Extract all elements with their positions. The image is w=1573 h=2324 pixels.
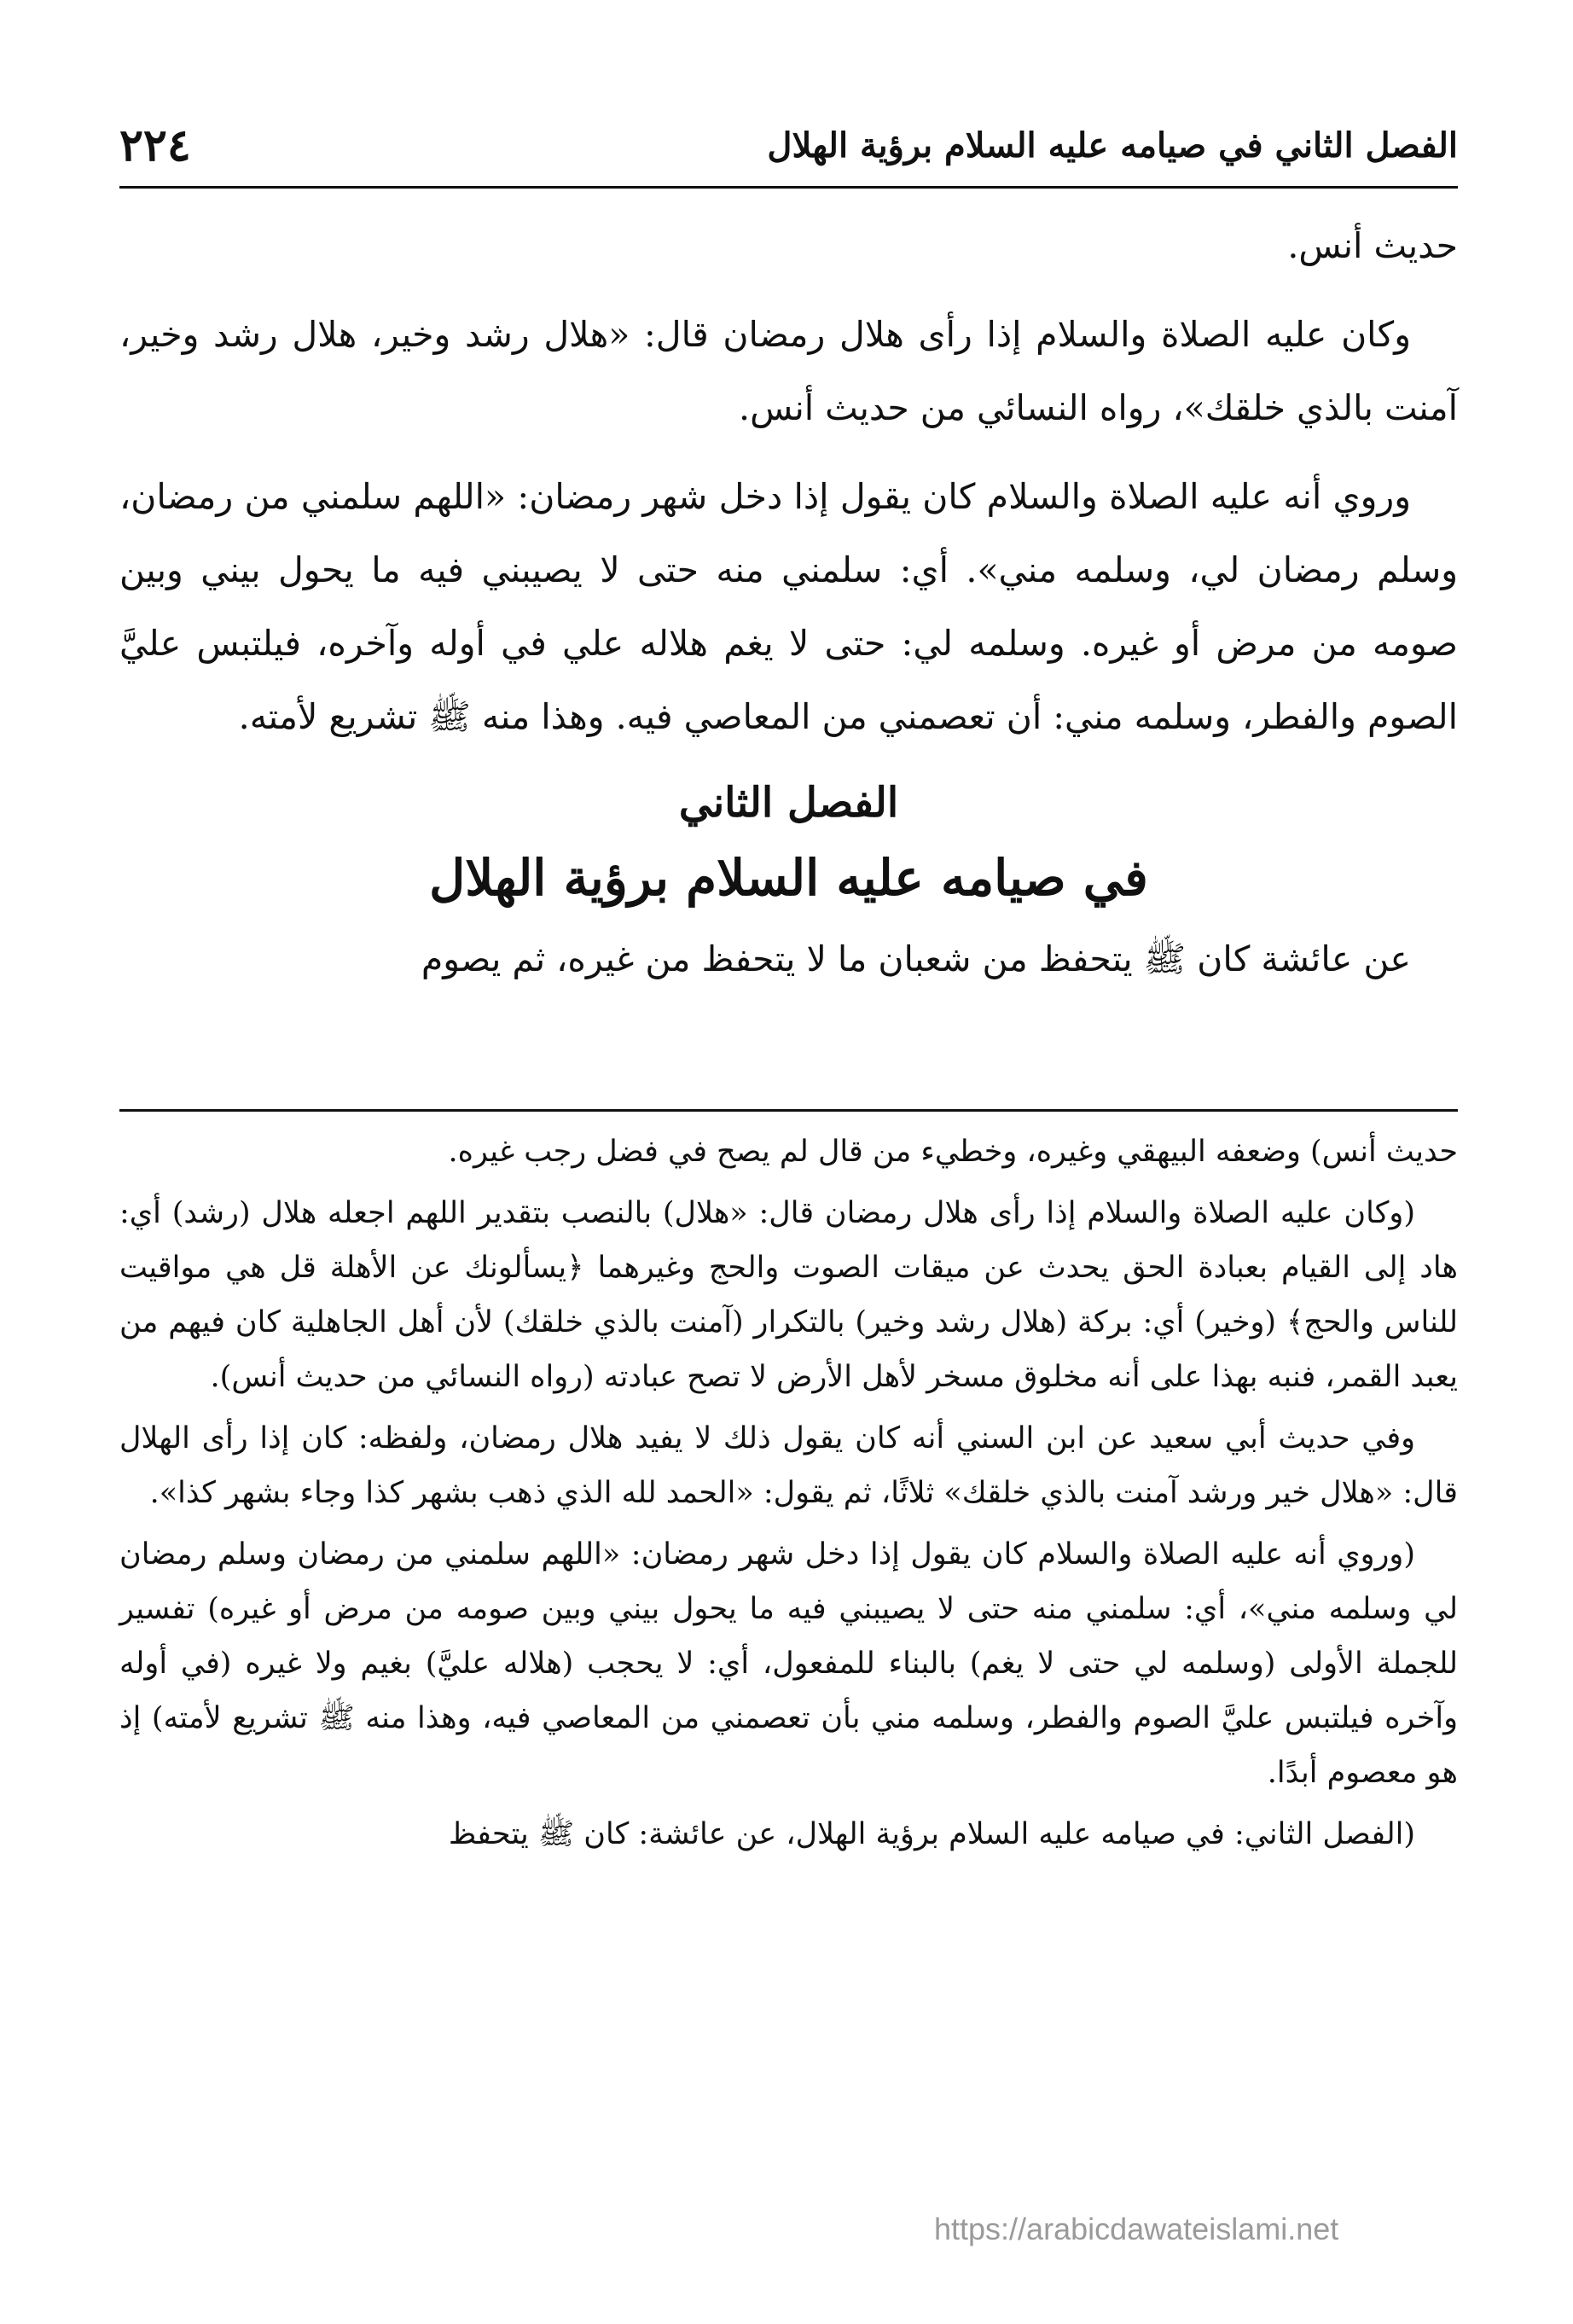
commentary-paragraph-1: حديث أنس) وضعفه البيهقي وغيره، وخطيء من قال لم يصح في فضل رجب غيره.	[448, 1135, 1458, 1169]
commentary-paragraph-2: (وكان عليه الصلاة والسلام إذا رأى هلال رمضان قال: «هلال) بالنصب بتقدير اللهم اجعله هلال (رشد) أي: هاد إلى القيام بعبادة الحق يحدث عن ميقات الصوت والحج وغيرهما ﴿يسألونك عن الأهلة قل هي مواقيت للناس والحج﴾ (وخير) أي: بركة (هلال رشد وخير) بالتكرار (آمنت بالذي خلقك) لأن أهل الجاهلية كان فيهم من يعبد القمر، فنبه بهذا على أنه مخلوق مسخر لأهل الأرض لا تصح عبادته (رواه النسائي من حديث أنس).	[119, 1196, 1458, 1394]
commentary-paragraph-4: (وروي أنه عليه الصلاة والسلام كان يقول إذا دخل شهر رمضان: «اللهم سلمني من رمضان وسلم رمضان لي وسلمه مني»، أي: سلمني منه حتى لا يصيبني فيه ما يحول بيني وبين صومه من مرض أو غيره) تفسير للجملة الأولى (وسلمه لي حتى لا يغم) بالبناء للمفعول، أي: لا يحجب (هلاله عليَّ) بغيم ولا غيره (في أوله وآخره فيلتبس عليَّ الصوم والفطر، وسلمه مني بأن تعصمني من المعاصي فيه، وهذا منه ﷺ تشريع لأمته) إذ هو معصوم أبدًا.	[119, 1537, 1458, 1790]
page-number: ٢٢٤	[119, 119, 191, 171]
commentary-paragraph-5: (الفصل الثاني: في صيامه عليه السلام برؤية الهلال، عن عائشة: كان ﷺ يتحفظ	[448, 1817, 1415, 1851]
main-paragraph-4: عن عائشة كان ﷺ يتحفظ من شعبان ما لا يتحفظ من غيره، ثم يصوم	[421, 938, 1411, 979]
commentary-paragraph-3: وفي حديث أبي سعيد عن ابن السني أنه كان يقول ذلك لا يفيد هلال رمضان، ولفظه: كان إذا رأى الهلال قال: «هلال خير ورشد آمنت بالذي خلقك» ثلاثًا، ثم يقول: «الحمد لله الذي ذهب بشهر كذا وجاء بشهر كذا».	[119, 1421, 1458, 1510]
chapter-subheading: في صيامه عليه السلام برؤية الهلال	[429, 849, 1148, 907]
running-title: الفصل الثاني في صيامه عليه السلام برؤية الهلال	[767, 125, 1458, 166]
chapter-heading: الفصل الثاني	[678, 779, 899, 827]
watermark-url: https://arabicdawateislami.net	[934, 2211, 1339, 2246]
running-head	[119, 111, 1458, 179]
main-paragraph-2: وكان عليه الصلاة والسلام إذا رأى هلال رمضان قال: «هلال رشد وخير، هلال رشد وخير، آمنت بالذي خلقك»، رواه النسائي من حديث أنس.	[119, 314, 1458, 428]
main-paragraph-1: حديث أنس.	[1287, 225, 1458, 266]
commentary	[119, 1124, 1458, 1868]
main-text	[119, 209, 1458, 1011]
header-rule	[119, 186, 1458, 189]
main-paragraph-3: وروي أنه عليه الصلاة والسلام كان يقول إذا دخل شهر رمضان: «اللهم سلمني من رمضان، وسلم رمضان لي، وسلمه مني». أي: سلمني منه حتى لا يصيبني فيه ما يحول بيني وبين صومه من مرض أو غيره. وسلمه لي: حتى لا يغم هلاله علي في أوله وآخره، فيلتبس عليَّ الصوم والفطر، وسلمه مني: أن تعصمني من المعاصي فيه. وهذا منه ﷺ تشريع لأمته.	[119, 476, 1458, 737]
footnote-rule	[119, 1109, 1458, 1112]
